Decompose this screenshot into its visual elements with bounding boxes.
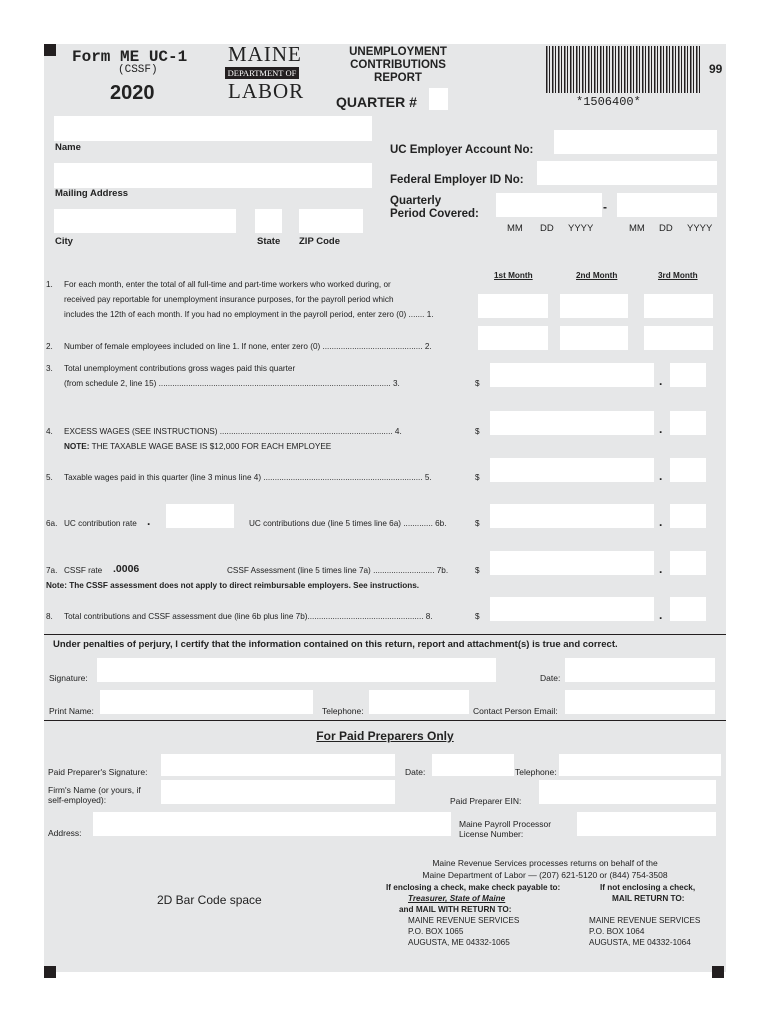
line-1-text-a: For each month, enter the total of all full-time and part-time workers who worked during, or [64,280,391,289]
corner-code: 99 [709,62,723,76]
preparer-ein-field[interactable] [539,780,716,804]
print-name-label: Print Name: [49,706,94,716]
firm-name-field[interactable] [161,780,395,804]
line-4-note: NOTE: THE TAXABLE WAGE BASE IS $12,000 FOR EACH EMPLOYEE [64,442,332,451]
mm-label-end: MM [629,223,645,234]
line-6b-dollar: $ [475,519,480,528]
line-7a-number: 7a. [46,566,58,575]
line-8-cents-field[interactable] [670,597,706,621]
form-title: Form ME UC-1 [72,48,188,66]
line-3-dollar: $ [475,379,480,388]
agency-name-maine: MAINE [228,42,302,66]
period-start-field[interactable] [496,193,602,217]
report-title: UNEMPLOYMENT CONTRIBUTIONS REPORT [349,46,447,84]
preparer-date-field[interactable] [432,754,514,776]
period-label: Quarterly Period Covered: [390,195,479,220]
line-2-text: Number of female employees included on line 1. If none, enter zero (0) ............................................ 2. [64,342,432,351]
mailing-address-field[interactable] [54,163,372,188]
agency-name-department: DEPARTMENT OF [225,67,299,79]
barcode-graphic [546,46,700,93]
line-6b-cents-field[interactable] [670,504,706,528]
line-1-month-1-field[interactable] [478,294,548,318]
month-header-2: 2nd Month [576,271,618,280]
registration-mark-bottom-right [712,966,724,978]
check-payee: Treasurer, State of Maine [408,894,506,903]
line-7b-decimal: . [659,562,663,576]
mailing-address-label: Mailing Address [55,188,129,199]
name-label: Name [55,142,81,153]
state-label: State [257,236,281,247]
line-1-text-b: received pay reportable for unemployment insurance purposes, for the payroll period which [64,295,394,304]
check-payable-heading: If enclosing a check, make check payable to: [386,883,561,892]
line-6b-text: UC contributions due (line 5 times line 6a) ............. 6b. [249,519,447,528]
registration-mark-top-left [44,44,56,56]
barcode-text: *1506400* [576,95,641,109]
registration-mark-bottom-left [44,966,56,978]
line-4-decimal: . [659,422,663,436]
right-address-line-2: P.O. BOX 1064 [589,927,645,936]
uc-account-field[interactable] [554,130,717,154]
preparer-telephone-label: Telephone: [515,767,557,777]
line-3-cents-field[interactable] [670,363,706,387]
line-5-dollars-field[interactable] [490,458,654,482]
line-7b-dollars-field[interactable] [490,551,654,575]
line-6b-dollars-field[interactable] [490,504,654,528]
line-5-dollar: $ [475,473,480,482]
line-8-decimal: . [659,608,663,622]
line-1-text-c: includes the 12th of each month. If you had no employment in the payroll period, enter zero (0) ....... 1. [64,310,434,319]
certify-statement: Under penalties of perjury, I certify that the information contained on this return, report and attachment(s) is true and correct. [53,639,618,650]
yyyy-label-end: YYYY [687,223,713,234]
line-8-dollars-field[interactable] [490,597,654,621]
line-6b-decimal: . [659,515,663,529]
license-label: Maine Payroll Processor License Number: [459,819,552,839]
preparer-date-label: Date: [405,767,426,777]
agency-name-labor: LABOR [228,79,305,103]
line-3-dollars-field[interactable] [490,363,654,387]
left-address-line-1: MAINE REVENUE SERVICES [408,916,520,925]
email-field[interactable] [565,690,715,714]
preparer-telephone-field[interactable] [559,754,721,776]
uc-account-label: UC Employer Account No: [390,144,534,156]
telephone-label: Telephone: [322,706,364,716]
date-label: Date: [540,673,561,683]
barcode-space-label: 2D Bar Code space [157,893,262,907]
line-5-cents-field[interactable] [670,458,706,482]
license-number-field[interactable] [577,812,716,836]
line-2-month-3-field[interactable] [644,326,713,350]
line-1-month-2-field[interactable] [560,294,628,318]
signature-label: Signature: [49,673,88,683]
line-5-number: 5. [46,473,53,482]
line-3-text-a: Total unemployment contributions gross wages paid this quarter [64,364,296,373]
line-3-text-b: (from schedule 2, line 15) ...................................................................................................... 3. [64,379,400,388]
preparer-address-label: Address: [48,828,82,838]
quarter-input[interactable] [429,88,448,110]
right-address-line-3: AUGUSTA, ME 04332-1064 [589,938,691,947]
zip-field[interactable] [299,209,363,233]
preparer-address-field[interactable] [93,812,451,836]
city-field[interactable] [54,209,236,233]
month-header-3: 3rd Month [658,271,698,280]
fein-label: Federal Employer ID No: [390,174,524,186]
preparer-signature-label: Paid Preparer's Signature: [48,767,148,777]
yyyy-label-start: YYYY [568,223,594,234]
no-check-heading: If not enclosing a check, [600,883,696,892]
line-8-dollar: $ [475,612,480,621]
line-8-number: 8. [46,612,53,621]
line-1-number: 1. [46,280,53,289]
line-6a-decimal: . [147,514,151,528]
right-address-line-1: MAINE REVENUE SERVICES [589,916,701,925]
line-7b-cents-field[interactable] [670,551,706,575]
firm-name-label: Firm's Name (or yours, if self-employed): [48,785,141,805]
line-7a-rate-value: .0006 [113,563,140,575]
line-7-note: Note: The CSSF assessment does not apply to direct reimbursable employers. See instructions. [46,581,420,590]
month-header-1: 1st Month [494,271,533,280]
line-4-cents-field[interactable] [670,411,706,435]
line-3-number: 3. [46,364,53,373]
line-1-month-3-field[interactable] [644,294,713,318]
telephone-field[interactable] [369,690,469,714]
email-label: Contact Person Email: [473,706,558,716]
preparer-heading: For Paid Preparers Only [316,729,454,743]
line-4-dollars-field[interactable] [490,411,654,435]
line-5-text: Taxable wages paid in this quarter (line 3 minus line 4) ...................................................................... 5. [64,473,432,482]
divider-certify [44,634,726,635]
line-2-month-1-field[interactable] [478,326,548,350]
line-6a-number: 6a. [46,519,58,528]
zip-label: ZIP Code [299,236,340,247]
mm-label-start: MM [507,223,523,234]
line-7b-dollar: $ [475,566,480,575]
line-4-text: EXCESS WAGES (SEE INSTRUCTIONS) ............................................................................ 4. [64,427,402,436]
line-6a-text: UC contribution rate [64,519,137,528]
line-7b-text: CSSF Assessment (line 5 times line 7a) ........................... 7b. [227,566,449,575]
form-year: 2020 [110,82,155,104]
state-field[interactable] [255,209,282,233]
divider-preparer [44,720,726,721]
line-2-number: 2. [46,342,53,351]
signature-field[interactable] [97,658,496,682]
period-dash: - [603,200,607,214]
fein-field[interactable] [537,161,717,185]
name-field[interactable] [54,116,372,141]
preparer-signature-field[interactable] [161,754,395,776]
dd-label-end: DD [659,223,673,234]
line-4-number: 4. [46,427,53,436]
city-label: City [55,236,73,247]
date-field[interactable] [565,658,715,682]
line-8-text: Total contributions and CSSF assessment due (line 6b plus line 7b)................................................... 8. [64,612,433,621]
mrs-line-2: Maine Department of Labor — (207) 621-5120 or (844) 754-3508 [422,870,668,880]
left-address-line-2: P.O. BOX 1065 [408,927,464,936]
line-4-dollar: $ [475,427,480,436]
line-6a-rate-field[interactable] [166,504,234,528]
mail-with-return-label: and MAIL WITH RETURN TO: [399,905,512,914]
mail-return-label: MAIL RETURN TO: [612,894,685,903]
line-2-month-2-field[interactable] [560,326,628,350]
line-3-decimal: . [659,374,663,388]
period-end-field[interactable] [617,193,717,217]
mrs-line-1: Maine Revenue Services processes returns on behalf of the [432,858,658,868]
line-7a-text: CSSF rate [64,566,103,575]
preparer-ein-label: Paid Preparer EIN: [450,796,522,806]
left-address-line-3: AUGUSTA, ME 04332-1065 [408,938,510,947]
form-subtitle: (CSSF) [118,64,158,76]
print-name-field[interactable] [100,690,313,714]
quarter-label: QUARTER # [336,94,417,110]
line-5-decimal: . [659,469,663,483]
dd-label-start: DD [540,223,554,234]
